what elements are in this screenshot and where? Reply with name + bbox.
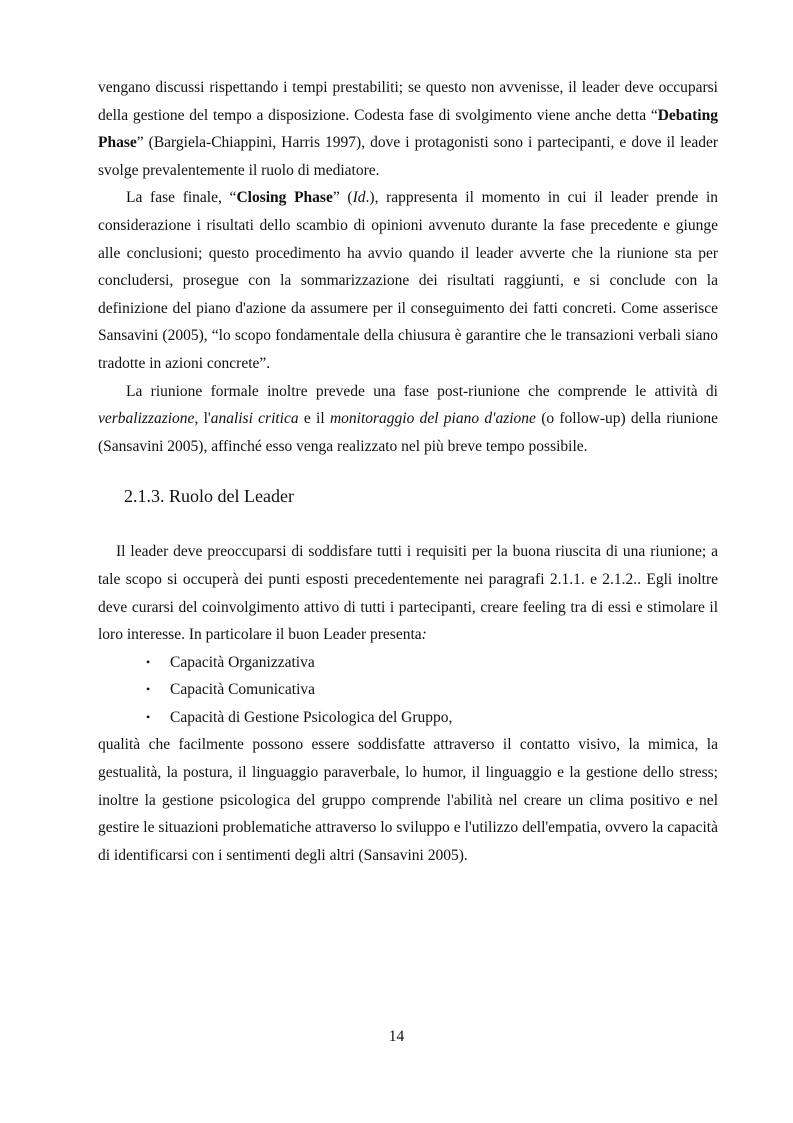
bullet-icon: •: [146, 682, 151, 697]
leader-capabilities-list: [98, 649, 718, 732]
paragraph-post-riunione: [98, 378, 718, 461]
list-item-label: Capacità Comunicativa: [170, 681, 316, 699]
text-run-colon: :: [421, 626, 427, 644]
text-run: vengano discussi rispettando i tempi prestabiliti; se questo non avvenisse, il leader deve occuparsi della gestione del tempo a disposizione. Codesta fase di svolgimento viene anche detta “: [98, 79, 718, 124]
citation-id: Id: [352, 189, 366, 207]
text-run: e il: [298, 410, 330, 428]
list-item: [146, 676, 718, 704]
list-item: [146, 649, 718, 677]
term-debating-phase: Debating Phase: [98, 106, 718, 152]
term-closing-phase: Closing Phase: [236, 189, 333, 207]
section-heading: 2.1.3. Ruolo del Leader: [124, 486, 294, 507]
paragraph-closing-phase: [98, 184, 718, 377]
term-monitoraggio: monitoraggio del piano d'azione: [329, 410, 536, 428]
list-item-label: Capacità Organizzativa: [170, 653, 315, 671]
paragraph-debating-phase: [98, 74, 718, 184]
bullet-icon: •: [146, 654, 151, 669]
text-run: ” (: [332, 189, 353, 207]
page-body: [98, 74, 718, 869]
paragraph-leader-requirements: [98, 538, 718, 648]
paragraph-qualities: [98, 731, 718, 869]
bullet-icon: •: [146, 709, 151, 724]
text-run: (o follow-up) della riunione (Sansavini 2005), affinché esso venga realizzato nel più breve tempo possibile.: [98, 410, 718, 455]
term-verbalizzazione: verbalizzazione: [98, 410, 195, 428]
list-item-label: Capacità di Gestione Psicologica del Gruppo,: [170, 708, 453, 726]
list-item: [146, 704, 718, 732]
text-run: La fase finale, “: [126, 189, 237, 207]
text-run: ” (Bargiela-Chiappini, Harris 1997), dove i protagonisti sono i partecipanti, e dove il leader svolge prevalentemente il ruolo di mediatore.: [98, 134, 718, 179]
text-run: La riunione formale inoltre prevede una fase post-riunione che comprende le attività di: [126, 382, 718, 400]
term-analisi-critica: analisi critica: [210, 410, 299, 428]
page-number: 14: [388, 1028, 405, 1045]
text-run: Il leader deve preoccuparsi di soddisfare tutti i requisiti per la buona riuscita di una riunione; a tale scopo si occuperà dei punti esposti precedentemente nei paragrafi 2.1.1. e 2.1.2.. Egli inoltre deve curarsi del coinvolgimento attivo di tutti i partecipanti, creare feeling tra di essi e stimolare il loro interesse. In particolare il buon Leader presenta: [98, 543, 718, 644]
text-run: , l': [194, 410, 211, 428]
text-run: qualità che facilmente possono essere soddisfatte attraverso il contatto visivo, la mimica, la gestualità, la postura, il linguaggio paraverbale, lo humor, il linguaggio e la gestione dello stress; inoltre la gestione psicologica del gruppo comprende l'abilità nel creare un clima positivo e nel gestire le situazioni problematiche attraverso lo sviluppo e l'utilizzo dell'empatia, ovvero la capacità di identificarsi con i sentimenti degli altri (Sansavini 2005).: [98, 736, 718, 864]
text-run: .), rappresenta il momento in cui il leader prende in considerazione i risultati dello scambio di opinioni avvenuto durante la fase precedente e giunge alle conclusioni; questo procedimento ha avvio quando il leader avverte che la riunione sta per concludersi, prosegue con la sommarizzazione dei risultati raggiunti, e si conclude con la definizione del piano d'azione da assumere per il conseguimento dei fatti concreti. Come asserisce Sansavini (2005), “lo scopo fondamentale della chiusura è garantire che le transazioni verbali siano tradotte in azioni concrete”.: [98, 189, 719, 372]
heading-spacer: [98, 508, 718, 538]
